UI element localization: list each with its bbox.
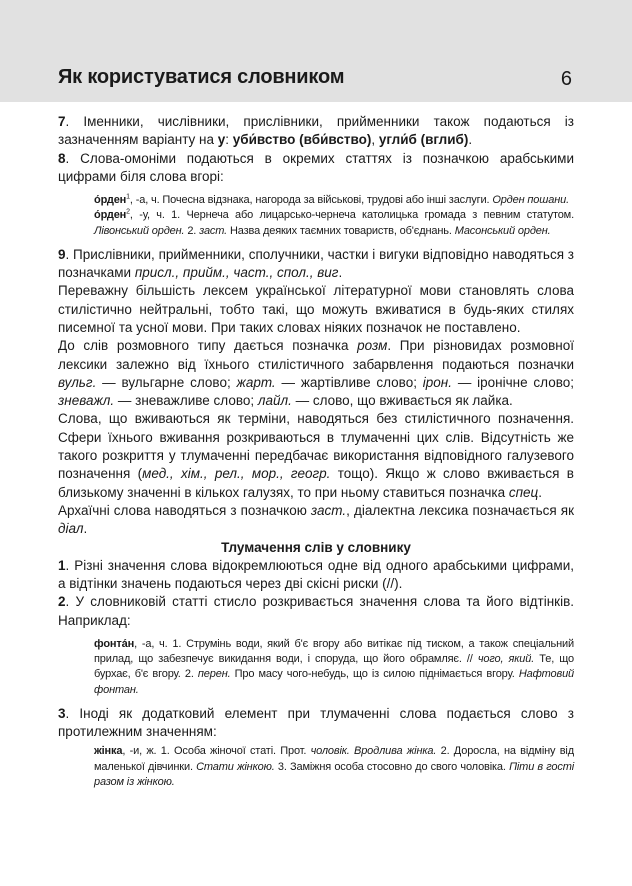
headword: о́рден [94,194,127,207]
paragraph-neutral-words: Переважну більшість лексем української літературної мови становлять слова стилістично нейтральні, тобто такі, що можуть вживатися в будь-яких стилях писемної та усної мови. При таких словах ніяких позначок не поставлено. [58,283,574,335]
example-zhinka [94,744,574,790]
page-title: Як користуватися словником [58,66,345,88]
paragraph-8: 8. Слова-омоніми подаються в окремих статтях із позначкою арабськими цифрами біля слова вгорі: [58,150,574,184]
example-fontan [94,637,574,698]
example-orden [94,193,574,239]
page-header [0,0,632,102]
item-number: 7 [58,114,66,129]
dictionary-entry: фонта́н, -а, ч. 1. Струмінь води, який б'є вгору або витікає під тиском, а також спеціальний прилад, що забезпечує викидання води, і споруда, що його обрамляє. // чого, який. Те, що бурхає, б'є вгору. 2. перен. Про масу чого-небудь, що із силою піднімається вгору. Нафтовий фонтан. [94,638,575,696]
page-content [58,113,574,797]
paragraph-7: 7. Іменники, числівники, прислівники, прийменники також подаються із зазначенням варіанту на у: уби́вство (вби́вство), угли́б (вглиб). [58,114,574,148]
item-number: 2 [58,594,66,610]
item-number: 1 [58,557,66,573]
dictionary-entry: о́рден$^2$, -у, ч. 1. Чернеча або лицарсько-чернеча католицька громада з певним статутом. Лівонський орден. 2. заст. Назва деяких таємних товариств, об'єднань. Масонський орден. [94,208,574,237]
dictionary-entry: жінка, -и, ж. 1. Особа жіночої статі. Прот. чоловік. Вродлива жінка. 2. Доросла, на відміну від маленької дівчинки. Стати жінкою. 3. Заміжня особа стосовно до свого чоловіка. Піти в гості разом із жінкою. [94,745,575,788]
paragraph-terms: Слова, що вживаються як терміни, наводяться без стилістичного позначення. Сфери їхнього вживання розкриваються в тлумаченні цих слів. Відсутність же такого розкриття у тлумаченні передбачає використання відповідного галузевого позначення (мед., хім., рел., мор., геогр. тощо). Якщо ж слово вживається в близькому значенні в кількох галузях, то при ньому ставиться позначка спец. [58,411,574,500]
item-number: 9 [58,246,66,262]
item-number: 3 [58,705,66,721]
paragraph-colloquial: До слів розмовного типу дається позначка розм. При різновидах розмовної лексики залежно від їхнього стилістичного забарвлення подаються позначки вульг. — вульгарне слово; жарт. — жартівливе слово; ірон. — іронічне слово; зневажл. — зневажливе слово; лайл. — слово, що вживається як лайка. [58,338,574,409]
paragraph-q3: 3. Іноді як додатковий елемент при тлумаченні слова подається слово з протилежним значенням: [58,705,574,740]
dictionary-entry: о́рден$^1$, -а, ч. Почесна відзнака, нагорода за військові, трудові або інші заслуги. Орден пошани. [94,193,569,207]
section-title: Тлумачення слів у словнику [221,539,411,555]
page-number: 6 [560,68,572,90]
paragraph-archaic: Архаїчні слова наводяться з позначкою заст., діалектна лексика позначається як діал. [58,502,575,537]
paragraph-9: 9. Прислівники, прийменники, сполучники, частки і вигуки відповідно наводяться з позначками присл., прийм., част., спол., виг. [58,246,574,281]
item-number: 8 [58,150,66,166]
paragraph-q1: 1. Різні значення слова відокремлюються одне від одного арабськими цифрами, а відтінки значень подаються через дві скісні риски (//). [58,557,574,592]
paragraph-q2: 2. У словниковій статті стисло розкривається значення слова та його відтінків. Наприклад: [58,594,574,628]
headword: о́рден [94,209,127,222]
headword: жінка [94,745,123,758]
headword: фонта́н [94,638,135,651]
